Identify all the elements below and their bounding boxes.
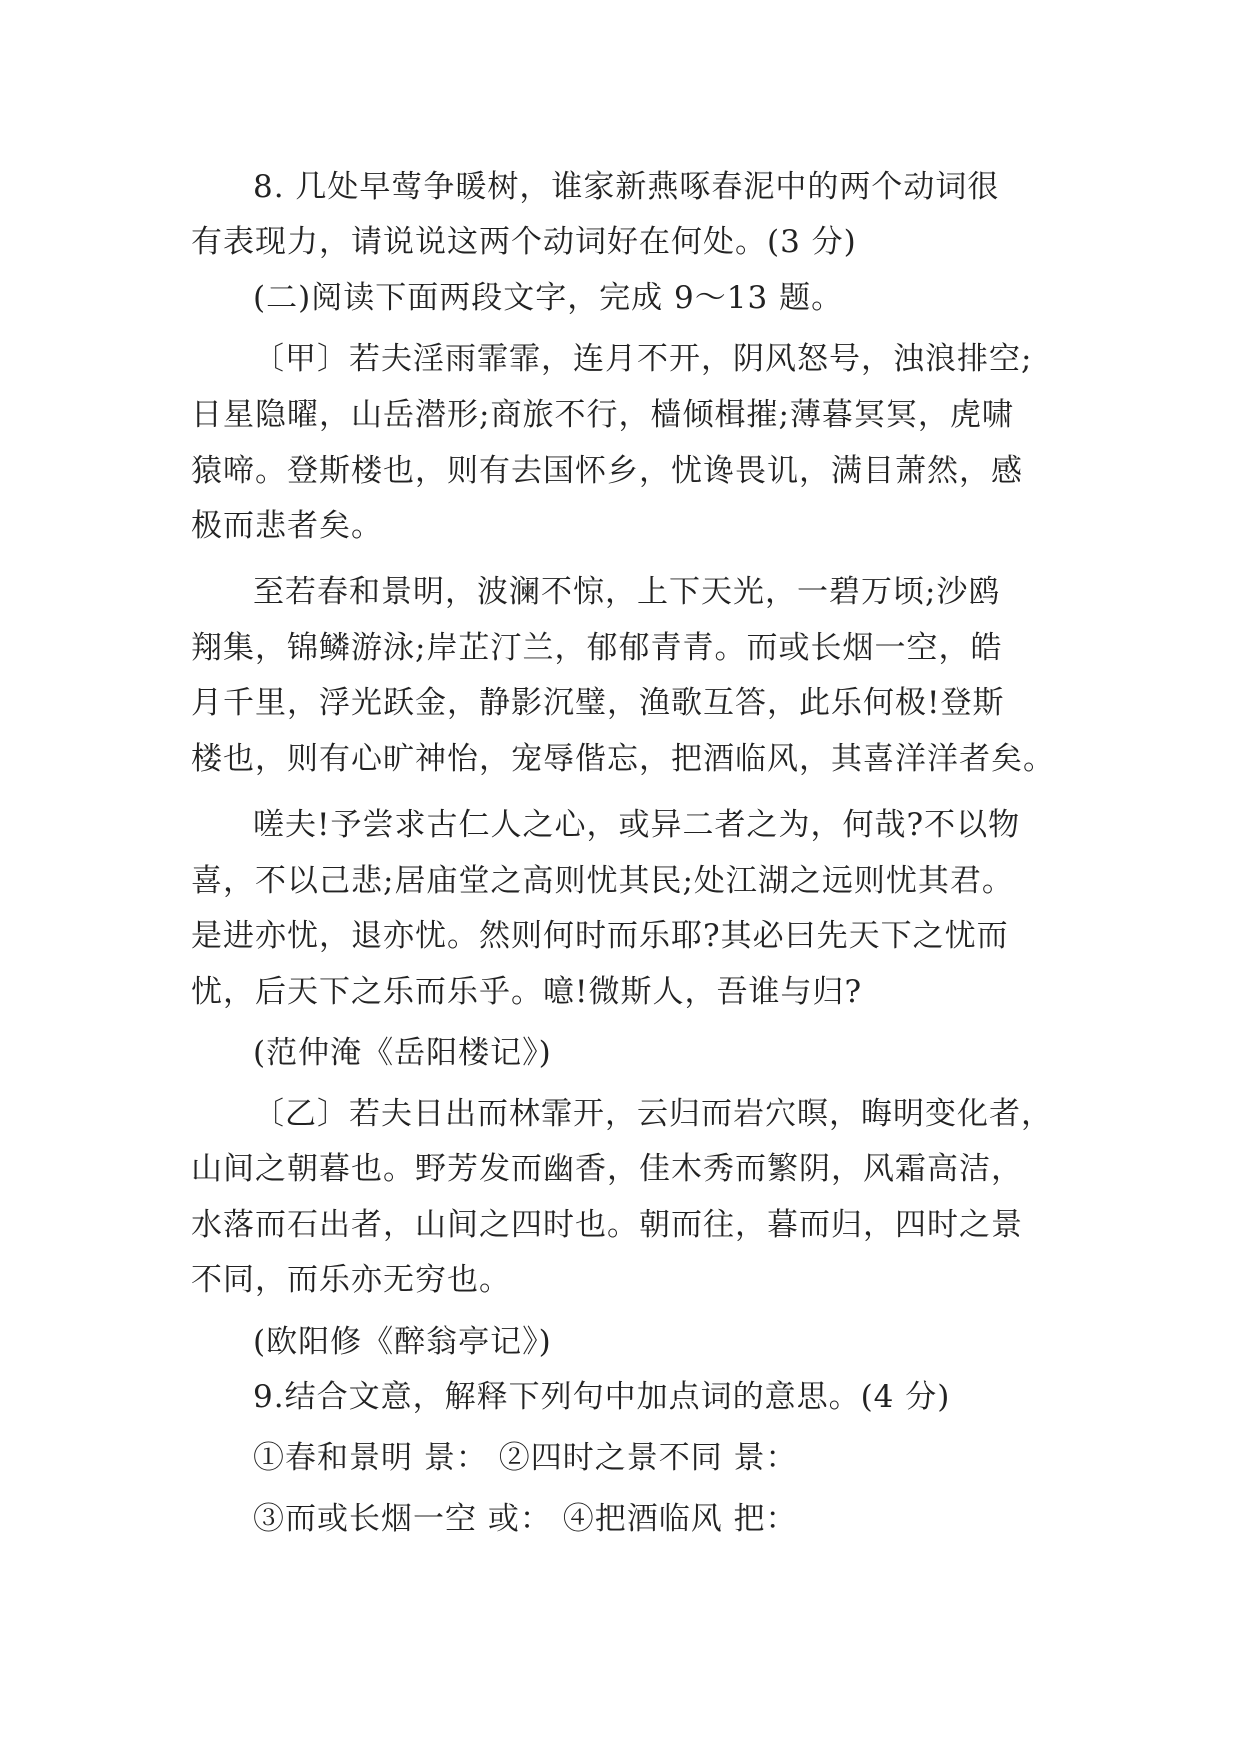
passage-b-line-2: 山间之朝暮也。野芳发而幽香，佳木秀而繁阴，风霜高洁，: [191, 1151, 1023, 1187]
passage-a-line-7: 月千里，浮光跃金，静影沉璧，渔歌互答，此乐何极!登斯: [191, 685, 1005, 721]
passage-a-line-11: 是进亦忧，退亦忧。然则何时而乐耶?其必曰先天下之忧而: [191, 918, 1009, 954]
passage-a-line-9: 嗟夫!予尝求古仁人之心，或异二者之为，何哉?不以物: [253, 807, 1021, 843]
question-8-line-2: 有表现力，请说说这两个动词好在何处。(3 分): [191, 224, 857, 260]
passage-a-line-4: 极而悲者矣。: [191, 508, 383, 544]
passage-a-line-1: 〔甲〕若夫淫雨霏霏，连月不开，阴风怒号，浊浪排空;: [253, 341, 1033, 377]
passage-a-line-5: 至若春和景明，波澜不惊，上下天光，一碧万顷;沙鸥: [253, 574, 1001, 610]
passage-a-line-12: 忧，后天下之乐而乐乎。噫!微斯人，吾谁与归?: [191, 974, 863, 1010]
section-2-heading: (二)阅读下面两段文字，完成 9～13 题。: [253, 280, 844, 316]
passage-b-line-4: 不同，而乐亦无穷也。: [191, 1262, 511, 1298]
passage-a-source: (范仲淹《岳阳楼记》): [253, 1035, 552, 1071]
passage-a-line-6: 翔集，锦鳞游泳;岸芷汀兰，郁郁青青。而或长烟一空，皓: [191, 630, 1003, 666]
question-9-items-1-2: ①春和景明 景： ②四时之景不同 景：: [253, 1440, 798, 1476]
passage-b-source: (欧阳修《醉翁亭记》): [253, 1324, 552, 1360]
passage-a-line-8: 楼也，则有心旷神怡，宠辱偕忘，把酒临风，其喜洋洋者矣。: [191, 741, 1055, 777]
passage-a-line-3: 猿啼。登斯楼也，则有去国怀乡，忧谗畏讥，满目萧然，感: [191, 453, 1023, 489]
passage-a-line-2: 日星隐曜，山岳潜形;商旅不行，樯倾楫摧;薄暮冥冥，虎啸: [191, 397, 1014, 433]
passage-a-line-10: 喜，不以己悲;居庙堂之高则忧其民;处江湖之远则忧其君。: [191, 863, 1014, 899]
question-8-line-1: 8. 几处早莺争暖树，谁家新燕啄春泥中的两个动词很: [253, 169, 1000, 205]
passage-b-line-1: 〔乙〕若夫日出而林霏开，云归而岩穴暝，晦明变化者，: [253, 1096, 1053, 1132]
question-9-prompt: 9.结合文意，解释下列句中加点词的意思。(4 分): [253, 1379, 951, 1415]
question-9-items-3-4: ③而或长烟一空 或： ④把酒临风 把：: [253, 1501, 798, 1537]
passage-b-line-3: 水落而石出者，山间之四时也。朝而往，暮而归，四时之景: [191, 1207, 1023, 1243]
